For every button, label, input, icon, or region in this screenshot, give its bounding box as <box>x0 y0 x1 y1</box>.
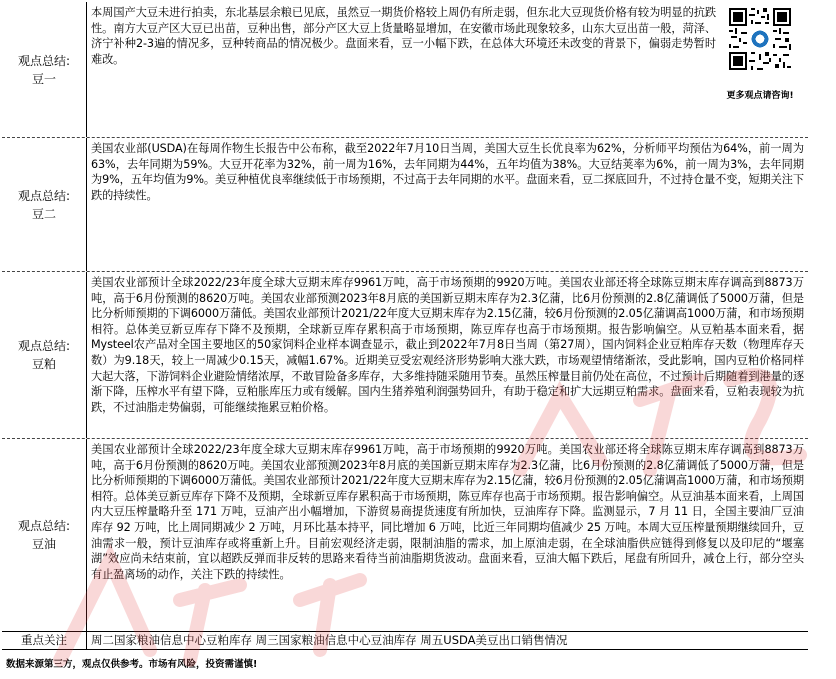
focus-label: 重点关注 <box>21 633 67 647</box>
row-soybean-1 <box>2 2 808 137</box>
column-divider <box>86 2 87 137</box>
table-bottom-border <box>2 649 808 650</box>
row-label <box>2 2 86 137</box>
column-divider <box>86 632 87 649</box>
row-label <box>2 272 86 438</box>
disclaimer: 数据来源第三方，观点仅供参考。市场有风险，投资需谨慎! <box>6 659 258 670</box>
row-text: 本周国产大豆未进行拍卖，东北基层余粮已见底，虽然豆一期货价格较上周仍有所走弱，但东北大豆现货价格有较为明显的抗跌性。南方大豆产区大豆已出苗，豆种出售，部分产区大豆上货量略显增加，在安徽市场此现象较多，山东大豆出苗一般，菏泽、济宁补种2-3遍的情况多，豆种转商品的情况极少。盘面来看，豆一小幅下跌，在总体大环境还未改变的背景下，偏弱走势暂时难改。 <box>91 6 716 66</box>
row-text: 美国农业部(USDA)在每周作物生长报告中公布称，截至2022年7月10日当周，美国大豆生长优良率为62%，分析师平均预估为64%，前一周为63%，去年同期为59%。大豆开花率为32%，前一周为16%，去年同期为44%，五年均值为38%。大豆结荚率为6%，前一周为3%，去年同期为9%，五年均值为9%。美豆种植优良率继续低于市场预期，不过高于去年同期的水平。盘面来看，豆二探底回升，不过持仓量不变，短期关注下跌的持续性。 <box>91 142 804 202</box>
qr-code-icon <box>727 6 793 72</box>
label-title: 观点总结: <box>17 339 71 353</box>
row-focus <box>2 632 808 649</box>
report-table <box>2 2 808 650</box>
row-soybean-2 <box>2 138 808 271</box>
column-divider <box>86 272 87 438</box>
row-label <box>2 138 86 271</box>
row-text: 美国农业部预计全球2022/23年度全球大豆期末库存9961万吨，高于市场预期的9920万吨。美国农业部还将全球陈豆期末库存调高到8873万吨，高于6月份预测的8620万吨。美国农业部预测2023年8月底的美国新豆期末库存为2.3亿蒲，比6月份预测的2.8亿蒲调低了5000万蒲，但是比分析师预期的下调6000万蒲低。美国农业部预计2021/22年度大豆期末库存为2.15亿蒲，较6月份预测的2.05亿蒲调高1000万蒲，和市场预期相符。总体美豆新豆库存下降不及预期，全球新豆库存累积高于市场预期，陈豆库存也高于市场预期。报告影响偏空。从豆油基本面来看，上周国内大豆压榨量略升至 171 万吨，豆油产出小幅增加，下游贸易商提货速度有所加快，豆油库存下降。监测显示，7 月 11 日，全国主要油厂豆油库存 92 万吨，比上周同期减少 2 万吨，月环比基本持平，同比增加 6 万吨，比近三年同期均值减少 25 万吨。本周大豆压榨量预期继续回升，豆油需求一般，预计豆油库存或将重新上升。目前宏观经济走弱，限制油脂的需求，加上原油走弱，在全球油脂供应链得到修复以及印尼的“堰塞湖”效应尚未结束前，宜以超跌反弹而非反转的思路来看待当前油脂期货波动。盘面来看，豆油大幅下跌后，尾盘有所回升，减仓上行，部分空头有止盈离场的动作，关注下跌的持续性。 <box>91 443 804 581</box>
qr-caption: 更多观点请咨询! <box>726 91 794 101</box>
label-product: 豆粕 <box>31 357 56 371</box>
row-soybean-meal <box>2 272 808 438</box>
row-soybean-oil <box>2 439 808 631</box>
column-divider <box>86 138 87 271</box>
label-title: 观点总结: <box>17 53 71 68</box>
label-product: 豆油 <box>31 537 56 551</box>
row-text: 美国农业部预计全球2022/23年度全球大豆期末库存9961万吨，高于市场预期的9920万吨。美国农业部还将全球陈豆期末库存调高到8873万吨，高于6月份预测的8620万吨。美国农业部预测2023年8月底的美国新豆期末库存为2.3亿蒲，比6月份预测的2.8亿蒲调低了5000万蒲，但是比分析师预期的下调6000万蒲低。美国农业部预计2021/22年度大豆期末库存为2.15亿蒲，较6月份预测的2.05亿蒲调高1000万蒲，和市场预期相符。总体美豆新豆库存下降不及预期，全球新豆库存累积高于市场预期，陈豆库存也高于市场预期。报告影响偏空。从豆粕基本面来看，据Mysteel农产品对全国主要地区的50家饲料企业样本调查显示，截止到2022年7月8日当周（第27周），国内饲料企业豆粕库存天数（物理库存天数）为9.18天，较上一周减少0.15天，减幅1.67%。近期美豆受宏观经济形势影响大涨大跌，市场观望情绪渐浓，受此影响，国内豆粕价格同样大起大落，下游饲料企业避险情绪浓厚，不敢冒险备多库存，大多维持随采随用节奏。虽然压榨量目前仍处在高位，不过预计后期随着到港量的逐渐下降，压榨水平有望下降，豆粕胀库压力或有缓解。国内生猪养殖利润强势回升，有助于稳定和扩大远期豆粕需求。盘面来看，豆粕表现较为抗跌，不过油脂走势偏弱，可能继续拖累豆粕价格。 <box>91 276 804 414</box>
focus-text: 周二国家粮油信息中心豆粕库存 周三国家粮油信息中心豆油库存 周五USDA美豆出口销售情况 <box>91 633 568 647</box>
label-title: 观点总结: <box>17 519 71 533</box>
row-label <box>2 439 86 631</box>
label-product: 豆一 <box>31 71 56 86</box>
label-product: 豆二 <box>31 206 56 221</box>
qr-block <box>722 6 798 101</box>
column-divider <box>86 439 87 631</box>
label-title: 观点总结: <box>17 188 71 203</box>
